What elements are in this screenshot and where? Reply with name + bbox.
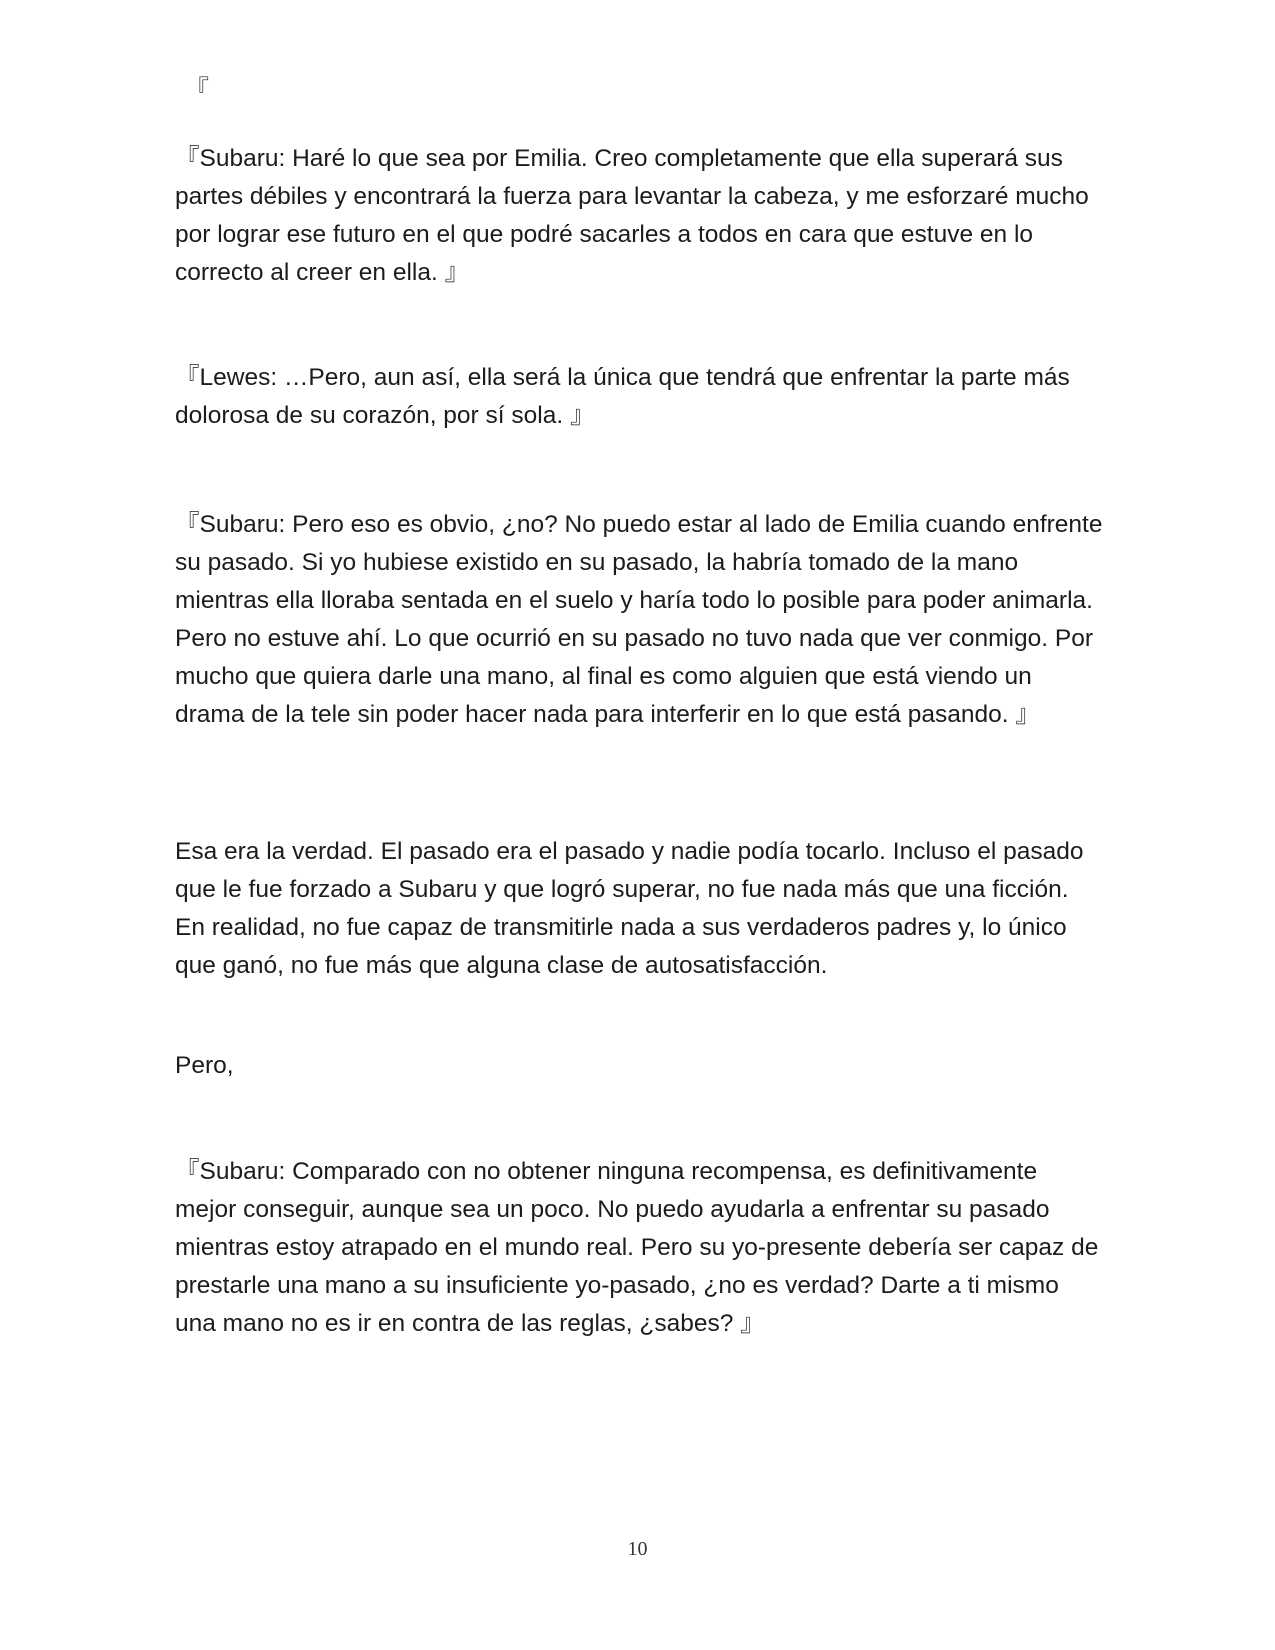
paragraph-pero: Pero, bbox=[175, 1052, 234, 1079]
paragraph-lewes: 『Lewes: …Pero, aun así, ella será la única que tendrá que enfrentar la parte más dolorosa de su corazón, por sí sola. 』 bbox=[175, 364, 1070, 429]
stray-quote-mark: 『 bbox=[185, 75, 209, 103]
paragraph-subaru-1: 『Subaru: Haré lo que sea por Emilia. Creo completamente que ella superará sus partes débiles y encontrará la fuerza para levantar la cabeza, y me esforzaré mucho por lograr ese futuro en el que podré sacarles a todos en cara que estuve en lo correcto al creer en ella. 』 bbox=[175, 145, 1089, 286]
page-number: 10 bbox=[627, 1538, 648, 1560]
paragraph-subaru-2: 『Subaru: Pero eso es obvio, ¿no? No puedo estar al lado de Emilia cuando enfrente su pasado. Si yo hubiese existido en su pasado, la habría tomado de la mano mientras ella lloraba sentada en el suelo y haría todo lo posible para poder animarla. Pero no estuve ahí. Lo que ocurrió en su pasado no tuvo nada que ver conmigo. Por mucho que quiera darle una mano, al final es como alguien que está viendo un drama de la tele sin poder hacer nada para interferir en lo que está pasando. 』 bbox=[175, 511, 1103, 728]
paragraph-subaru-3: 『Subaru: Comparado con no obtener ninguna recompensa, es definitivamente mejor conseguir, aunque sea un poco. No puedo ayudarla a enfrentar su pasado mientras estoy atrapado en el mundo real. Pero su yo-presente debería ser capaz de prestarle una mano a su insuficiente yo-pasado, ¿no es verdad? Darte a ti mismo una mano no es ir en contra de las reglas, ¿sabes? 』 bbox=[175, 1158, 1099, 1337]
paragraph-narration: Esa era la verdad. El pasado era el pasado y nadie podía tocarlo. Incluso el pasado que le fue forzado a Subaru y que logró superar, no fue nada más que una ficción. En realidad, no fue capaz de transmitirle nada a sus verdaderos padres y, lo único que ganó, no fue más que alguna clase de autosatisfacción. bbox=[175, 838, 1084, 979]
